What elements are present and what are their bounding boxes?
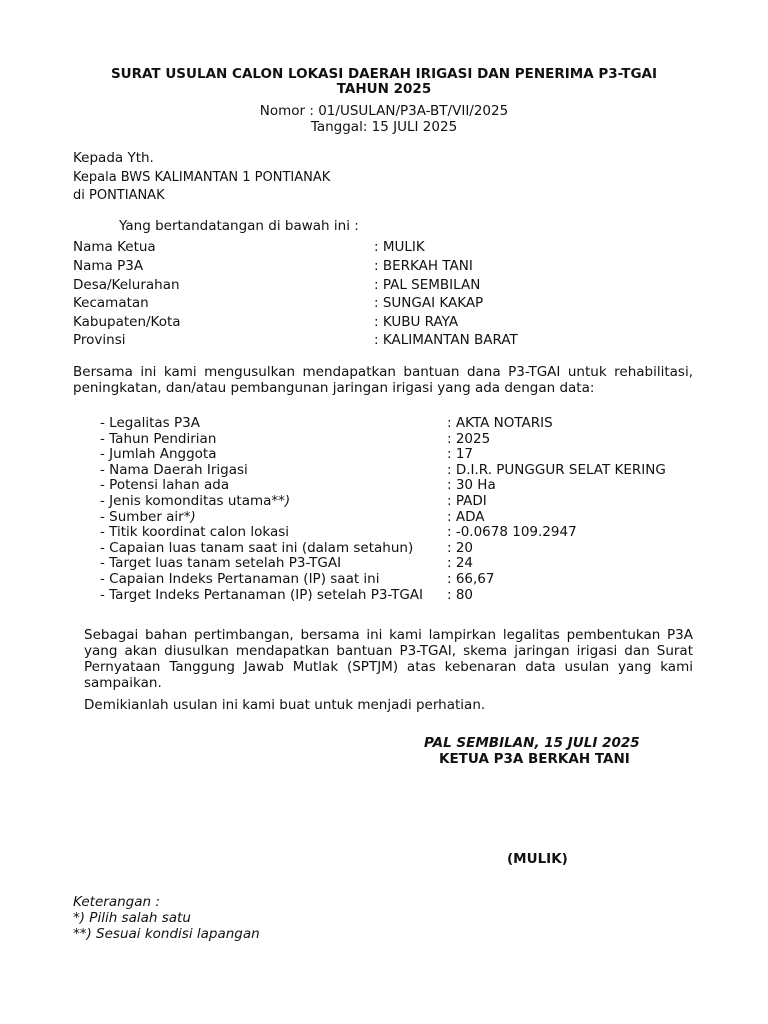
identity-value: : MULIK <box>374 239 425 255</box>
letter-date: Tanggal: 15 JULI 2025 <box>310 119 458 135</box>
detail-label: - Tahun Pendirian <box>100 431 217 447</box>
detail-label: - Target Indeks Pertanaman (IP) setelah P3-TGAI <box>100 587 423 603</box>
note-2: **) Sesuai kondisi lapangan <box>73 926 260 942</box>
identity-label: Desa/Kelurahan <box>73 277 180 293</box>
detail-label: - Capaian luas tanam saat ini (dalam setahun) <box>100 540 414 556</box>
detail-label: - Titik koordinat calon lokasi <box>100 524 289 540</box>
detail-label: - Target luas tanam setelah P3-TGAI <box>100 555 342 571</box>
detail-label: - Jenis komonditas utama <box>100 493 272 509</box>
detail-value: : PADI <box>447 493 487 509</box>
detail-value: : ADA <box>447 509 485 525</box>
detail-value: : D.I.R. PUNGGUR SELAT KERING <box>447 462 666 478</box>
detail-label: - Sumber air <box>100 509 184 525</box>
detail-value: : AKTA NOTARIS <box>447 415 553 431</box>
footnote-mark: **) <box>271 493 291 509</box>
detail-value: : 30 Ha <box>447 477 496 493</box>
detail-label: - Legalitas P3A <box>100 415 200 431</box>
signature-role: KETUA P3A BERKAH TANI <box>439 751 630 767</box>
closing-paragraph: Demikianlah usulan ini kami buat untuk menjadi perhatian. <box>84 697 486 713</box>
title-line-2: TAHUN 2025 <box>336 81 432 97</box>
signature-name: (MULIK) <box>507 851 568 867</box>
signature-place-date: PAL SEMBILAN, 15 JULI 2025 <box>424 735 640 751</box>
detail-value: : -0.0678 109.2947 <box>447 524 577 540</box>
detail-value: : 80 <box>447 587 474 603</box>
notes-heading: Keterangan : <box>73 894 160 910</box>
recipient-line-2: di PONTIANAK <box>73 188 165 203</box>
identity-value: : KALIMANTAN BARAT <box>374 332 518 348</box>
detail-value: : 17 <box>447 446 474 462</box>
identity-value: : BERKAH TANI <box>374 258 473 274</box>
detail-value: : 2025 <box>447 431 491 447</box>
note-1: *) Pilih salah satu <box>73 910 191 926</box>
recipient-greeting: Kepada Yth. <box>73 150 154 166</box>
detail-label: - Potensi lahan ada <box>100 477 230 493</box>
detail-value: : 66,67 <box>447 571 495 587</box>
identity-label: Kabupaten/Kota <box>73 314 181 330</box>
identity-label: Kecamatan <box>73 295 149 311</box>
footnote-mark: *) <box>183 509 196 525</box>
detail-value: : 24 <box>447 555 474 571</box>
detail-label: - Jumlah Anggota <box>100 446 217 462</box>
identity-value: : KUBU RAYA <box>374 314 459 330</box>
attachment-paragraph: Sebagai bahan pertimbangan, bersama ini kami lampirkan legalitas pembentukan P3A yang akan diusulkan mendapatkan bantuan P3-TGAI, skema jaringan irigasi dan Surat Pernyataan Tanggung Jawab Mutlak (SPTJM) atas kebenaran data usulan yang kami sampaikan. <box>84 627 693 691</box>
letter-number: Nomor : 01/USULAN/P3A-BT/VII/2025 <box>259 103 509 119</box>
proposal-paragraph: Bersama ini kami mengusulkan mendapatkan bantuan dana P3-TGAI untuk rehabilitasi, peningkatan, dan/atau pembangunan jaringan irigasi yang ada dengan data: <box>73 364 693 396</box>
detail-label: - Capaian Indeks Pertanaman (IP) saat ini <box>100 571 380 587</box>
title-line-1: SURAT USULAN CALON LOKASI DAERAH IRIGASI DAN PENERIMA P3-TGAI <box>110 66 658 82</box>
detail-label: - Nama Daerah Irigasi <box>100 462 248 478</box>
detail-value: : 20 <box>447 540 474 556</box>
identity-value: : PAL SEMBILAN <box>374 277 481 293</box>
recipient-line-1: Kepala BWS KALIMANTAN 1 PONTIANAK <box>73 170 331 185</box>
intro-text: Yang bertandatangan di bawah ini : <box>119 218 359 234</box>
identity-label: Nama Ketua <box>73 239 156 255</box>
identity-value: : SUNGAI KAKAP <box>374 295 484 311</box>
identity-label: Provinsi <box>73 332 126 348</box>
letter-title <box>60 67 708 97</box>
identity-label: Nama P3A <box>73 258 144 274</box>
